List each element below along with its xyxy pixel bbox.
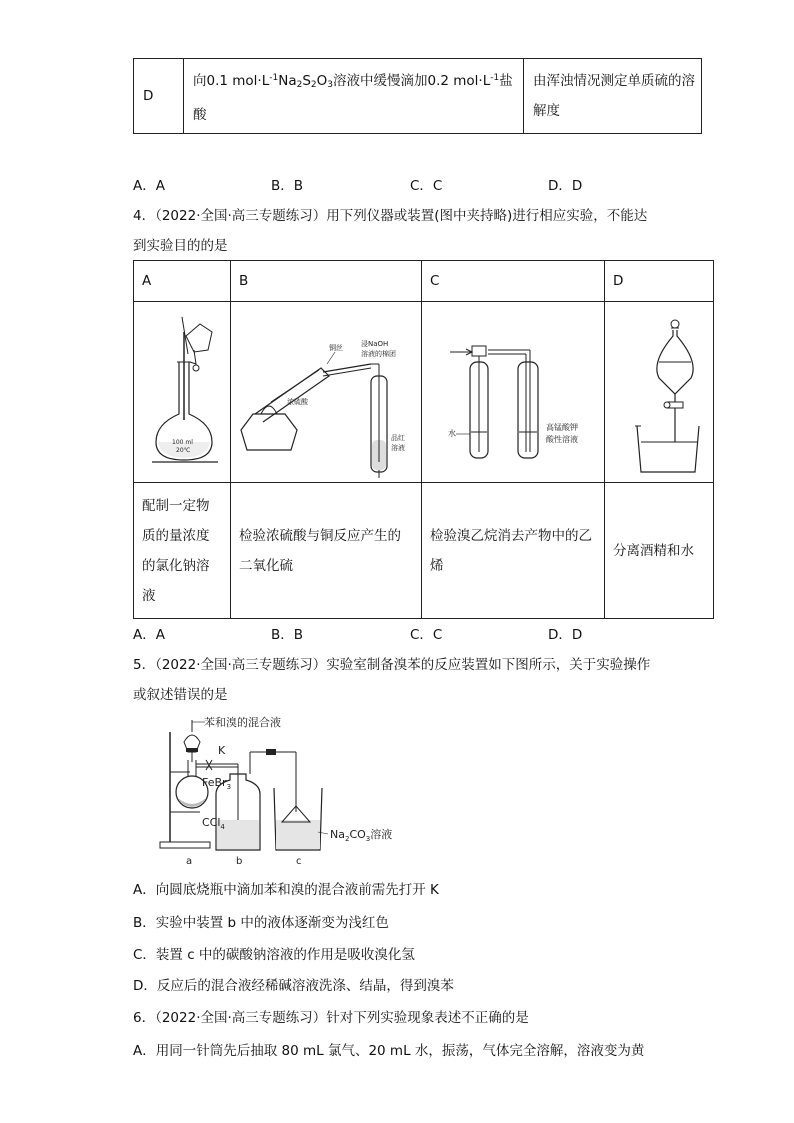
bromobenzene-apparatus-figure <box>150 712 410 870</box>
row-label-text: D <box>143 88 154 104</box>
q3-option-a: A．A <box>133 178 165 194</box>
header-c: C <box>422 261 605 302</box>
label-a: a <box>186 856 193 867</box>
figure-cell-d <box>605 302 714 483</box>
na2co3-label: $Na_2CO_3$溶液 <box>330 828 393 843</box>
kmno4-label-1: 高锰酸钾 <box>546 423 578 432</box>
table-header-row <box>134 261 714 302</box>
water-label: 水 <box>448 429 456 438</box>
q4-stem-line1: 4．（2022·全国·高三专题练习）用下列仪器或装置(图中夹持略)进行相应实验，不能达 <box>133 208 648 224</box>
valve-k-label: K <box>218 744 226 757</box>
header-b: B <box>231 261 422 302</box>
magenta-label-2: 溶液 <box>391 444 405 452</box>
q4-option-c: C．C <box>410 627 443 643</box>
table-row <box>134 59 702 134</box>
q3-option-d: D．D <box>548 178 583 194</box>
copper-wire-label: 铜丝 <box>329 344 343 352</box>
flask-volume-label: 100 ml <box>172 439 193 446</box>
q4-table <box>133 260 714 619</box>
q5-option-d: D．反应后的混合液经稀碱溶液洗涤、结晶，得到溴苯 <box>133 978 454 994</box>
purpose-cell-d: 分离酒精和水 <box>605 483 714 619</box>
q5-option-a: A．向圆底烧瓶中滴加苯和溴的混合液前需先打开 K <box>133 882 439 898</box>
q4-option-d: D．D <box>548 627 583 643</box>
purpose-cell <box>524 59 702 134</box>
purpose-line2: 解度 <box>533 103 560 119</box>
experiment-line2: 酸 <box>193 106 207 123</box>
copper-sulfuric-figure <box>231 302 421 478</box>
ccl4-label: CCl$_4$ <box>202 816 225 831</box>
q4-option-a: A．A <box>133 627 165 643</box>
purpose-cell-c: 检验溴乙烷消去产物中的乙 烯 <box>422 483 605 619</box>
magenta-label-1: 品红 <box>391 434 405 442</box>
figure-row <box>134 302 714 483</box>
q5-stem-line2: 或叙述错误的是 <box>133 687 228 703</box>
febr3-label: FeBr$_3$ <box>202 776 232 791</box>
experiment-cell <box>184 59 524 134</box>
purpose-line1: 由浑浊情况测定单质硫的溶 <box>533 73 695 89</box>
q5-option-c: C．装置 c 中的碳酸钠溶液的作用是吸收溴化氢 <box>133 947 415 963</box>
purpose-row <box>134 483 714 619</box>
mix-label: 苯和溴的混合液 <box>204 716 281 729</box>
figure-cell-c <box>422 302 605 483</box>
purpose-cell-b: 检验浓硫酸与铜反应产生的 二氧化硫 <box>231 483 422 619</box>
naoh-cotton-label-1: 浸NaOH <box>361 340 389 348</box>
purpose-cell-a: 配制一定物 质的量浓度 的氯化钠溶 液 <box>134 483 231 619</box>
test-tubes-figure <box>422 302 602 478</box>
naoh-cotton-label-2: 溶液的棉团 <box>361 350 396 358</box>
top-table <box>133 58 702 134</box>
q6-option-a: A．用同一针筒先后抽取 80 mL 氯气、20 mL 水，振荡，气体完全溶解，溶液变为黄 <box>133 1043 645 1059</box>
label-c: c <box>296 856 302 867</box>
q6-stem: 6．（2022·全国·高三专题练习）针对下列实验现象表述不正确的是 <box>133 1010 529 1026</box>
q5-option-b: B．实验中装置 b 中的液体逐渐变为浅红色 <box>133 915 389 931</box>
figure-cell-b <box>231 302 422 483</box>
experiment-line1: 向0.1 $mol\cdot L^{-1}Na_2S_2O_3$溶液中缓慢滴加0.2 $mol\cdot L^{-1}$盐 <box>193 72 513 90</box>
kmno4-label-2: 酸性溶液 <box>546 435 578 444</box>
flask-temp-label: 20℃ <box>176 447 191 454</box>
label-b: b <box>236 856 243 867</box>
q4-stem-line2: 到实验目的的是 <box>133 238 228 254</box>
q3-option-c: C．C <box>410 178 443 194</box>
header-a: A <box>134 261 231 302</box>
volumetric-flask-figure <box>134 302 230 478</box>
separatory-funnel-figure <box>605 302 711 478</box>
header-d: D <box>605 261 714 302</box>
conc-acid-label: 浓硫酸 <box>287 398 308 406</box>
row-label <box>134 59 184 134</box>
q4-option-b: B．B <box>271 627 304 643</box>
q5-stem-line1: 5．（2022·全国·高三专题练习）实验室制备溴苯的反应装置如下图所示，关于实验操作 <box>133 657 651 673</box>
q3-option-b: B．B <box>271 178 304 194</box>
figure-cell-a <box>134 302 231 483</box>
